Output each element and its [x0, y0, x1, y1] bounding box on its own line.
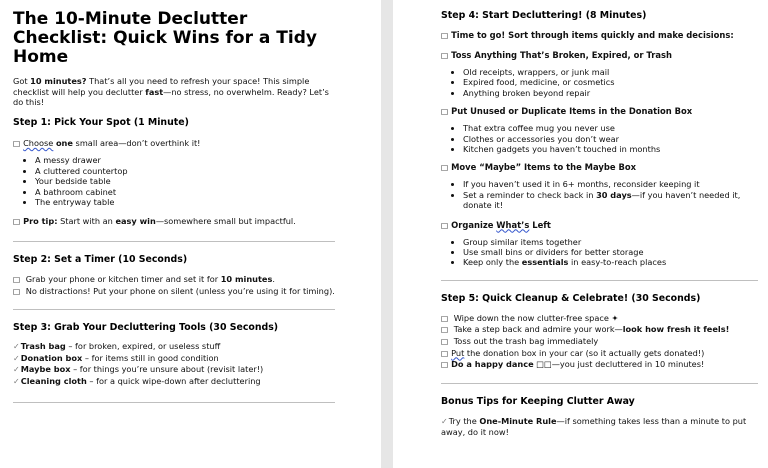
step4-heading: Step 4: Start Decluttering! (8 Minutes) — [441, 10, 647, 21]
list-item: • A bathroom cabinet — [35, 187, 335, 197]
tool-desc: – for broken, expired, or useless stuff — [65, 341, 221, 352]
pro-tip-label: Pro tip: — [23, 216, 58, 227]
intro-paragraph — [13, 76, 335, 108]
item-text: in easy-to-reach places — [568, 257, 667, 268]
checkbox-icon: □ — [13, 286, 21, 296]
maybe-list — [441, 179, 758, 210]
list-item: • If you haven’t used it in 6+ months, reconsider keeping it — [463, 179, 758, 189]
list-item: • Your bedside table — [35, 176, 335, 186]
item-bold: Do a happy dance — [451, 359, 534, 370]
step5-list — [441, 313, 758, 371]
organize-list — [441, 237, 758, 268]
checkbox-icon: □ — [441, 337, 449, 347]
list-item — [13, 353, 335, 365]
checkbox-icon: □ — [441, 163, 449, 173]
step2-text: Grab your phone or kitchen timer and set it for — [23, 274, 221, 284]
maybe-heading — [441, 162, 758, 173]
intro-text: Got — [13, 76, 31, 86]
emoji-placeholder: □□ — [533, 359, 552, 370]
document-page-left — [0, 0, 381, 468]
checkbox-icon: □ — [441, 360, 449, 370]
intro-bold: 10 minutes? — [30, 76, 87, 86]
list-item: • Expired food, medicine, or cosmetics — [463, 77, 758, 87]
step5-heading: Step 5: Quick Cleanup & Celebrate! (30 Seconds) — [441, 292, 701, 304]
item-bold: 30 days — [596, 189, 632, 200]
organize-heading — [441, 220, 758, 231]
step2-text: No distractions! Put your phone on silent (unless you’re using it for timing). — [23, 285, 335, 296]
list-item: • A cluttered countertop — [35, 166, 335, 176]
tool-name: Trash bag — [20, 341, 66, 352]
list-item — [441, 348, 758, 360]
pro-tip-text: —somewhere small but impactful. — [155, 216, 296, 227]
list-item — [441, 359, 758, 371]
pro-tip-bold: easy win — [115, 216, 156, 227]
item-text: Toss out the trash bag immediately — [451, 336, 599, 347]
item-text: Wipe down the now clutter-free space ✦ — [451, 312, 619, 323]
step2-line — [13, 274, 335, 286]
bonus-bold: One-Minute Rule — [479, 415, 557, 426]
maybe-heading-text: Move “Maybe” Items to the Maybe Box — [451, 162, 637, 173]
toss-list — [441, 67, 758, 98]
intro-text: That’s all you need to refresh your space! This simple checklist will help you declutter — [13, 76, 310, 97]
list-item: • Old receipts, wrappers, or junk mail — [463, 67, 758, 77]
spot-list — [13, 155, 335, 207]
checkbox-icon: □ — [13, 217, 21, 227]
step1-bold: one — [55, 137, 73, 148]
document-title: The 10-Minute Declutter Checklist: Quick Wins for a Tidy Home — [13, 9, 317, 67]
check-icon: ✓ — [441, 416, 448, 426]
step2-line — [13, 286, 335, 298]
list-item: • Use small bins or dividers for better storage — [463, 247, 758, 257]
list-item: • A messy drawer — [35, 155, 335, 165]
donate-heading-text: Put Unused or Duplicate Items in the Donation Box — [451, 106, 693, 117]
item-text: Take a step back and admire your work— — [451, 324, 623, 335]
tool-name: Cleaning cloth — [20, 375, 87, 386]
spellcheck-word: Choose — [23, 137, 54, 148]
step1-heading: Step 1: Pick Your Spot (1 Minute) — [13, 116, 189, 128]
check-icon: ✓ — [13, 342, 20, 352]
page-gap — [381, 0, 393, 468]
divider — [13, 309, 335, 310]
tools-list — [13, 341, 335, 387]
step2-text: . — [272, 274, 275, 284]
pro-tip-text: Start with an — [57, 216, 116, 227]
item-text: Keep only the — [463, 257, 522, 268]
list-item: • That extra coffee mug you never use — [463, 123, 758, 133]
bonus-heading: Bonus Tips for Keeping Clutter Away — [441, 395, 635, 407]
step2-heading: Step 2: Set a Timer (10 Seconds) — [13, 254, 188, 265]
item-bold: essentials — [521, 257, 569, 268]
list-item — [13, 364, 335, 376]
donate-heading — [441, 106, 758, 117]
checkbox-icon: □ — [13, 138, 21, 148]
checkbox-icon: □ — [441, 107, 449, 117]
divider — [441, 383, 758, 384]
item-text: —you just decluttered in 10 minutes! — [551, 359, 705, 370]
pro-tip — [13, 216, 335, 228]
check-icon: ✓ — [13, 376, 20, 386]
bonus-tip — [441, 416, 758, 438]
step4-lead-text: Time to go! Sort through items quickly and make decisions: — [451, 30, 734, 40]
list-item — [441, 336, 758, 348]
tool-desc: – for things you’re unsure about (revisit later!) — [70, 364, 264, 375]
divider — [441, 280, 758, 281]
list-item — [463, 190, 758, 211]
check-icon: ✓ — [13, 353, 20, 363]
checkbox-icon: □ — [441, 348, 449, 358]
check-icon: ✓ — [13, 365, 20, 375]
list-item: • Clothes or accessories you don’t wear — [463, 134, 758, 144]
item-text: —if you haven’t needed it, donate it! — [463, 189, 741, 211]
list-item: • Anything broken beyond repair — [463, 88, 758, 98]
step4-lead — [441, 30, 758, 41]
checkbox-icon: □ — [441, 31, 449, 40]
tool-desc: – for items still in good condition — [82, 352, 219, 363]
checkbox-icon: □ — [13, 275, 21, 284]
intro-text: —no stress, no overwhelm. Ready? Let’s do this! — [13, 86, 329, 108]
checkbox-icon: □ — [441, 220, 449, 230]
item-text: Set a reminder to check back in — [463, 189, 597, 200]
step1-text: small area—don’t overthink it! — [72, 137, 201, 148]
list-item — [463, 257, 758, 267]
organize-text: Left — [529, 219, 551, 230]
donate-list — [441, 123, 758, 154]
spellcheck-word: What’s — [496, 219, 530, 230]
spellcheck-word: Put — [451, 347, 465, 358]
item-text: the donation box in your car (so it actually gets donated!) — [464, 347, 705, 358]
list-item — [441, 313, 758, 325]
checkbox-icon: □ — [441, 51, 449, 60]
toss-heading — [441, 50, 758, 61]
list-item: • The entryway table — [35, 197, 335, 207]
list-item — [441, 324, 758, 336]
bonus-text: Try the — [448, 415, 480, 426]
document-page-right — [393, 0, 768, 468]
step2-bold: 10 minutes — [220, 274, 273, 284]
intro-bold: fast — [145, 86, 164, 97]
checkbox-icon: □ — [441, 313, 449, 323]
organize-text: Organize — [451, 219, 497, 230]
checkbox-icon: □ — [441, 325, 449, 335]
toss-heading-text: Toss Anything That’s Broken, Expired, or Trash — [451, 50, 672, 60]
tool-name: Donation box — [20, 352, 83, 363]
divider — [13, 241, 335, 242]
step1-line — [13, 138, 335, 150]
list-item: • Group similar items together — [463, 237, 758, 247]
tool-name: Maybe box — [20, 364, 71, 375]
list-item — [13, 376, 335, 388]
step3-heading: Step 3: Grab Your Decluttering Tools (30 Seconds) — [13, 322, 279, 334]
bonus-text: —if something takes less than a minute to put away, do it now! — [441, 415, 747, 438]
list-item — [13, 341, 335, 353]
item-bold: look how fresh it feels! — [622, 324, 730, 335]
divider — [13, 402, 335, 403]
list-item: • Kitchen gadgets you haven’t touched in months — [463, 144, 758, 154]
tool-desc: – for a quick wipe-down after decluttering — [86, 375, 261, 386]
